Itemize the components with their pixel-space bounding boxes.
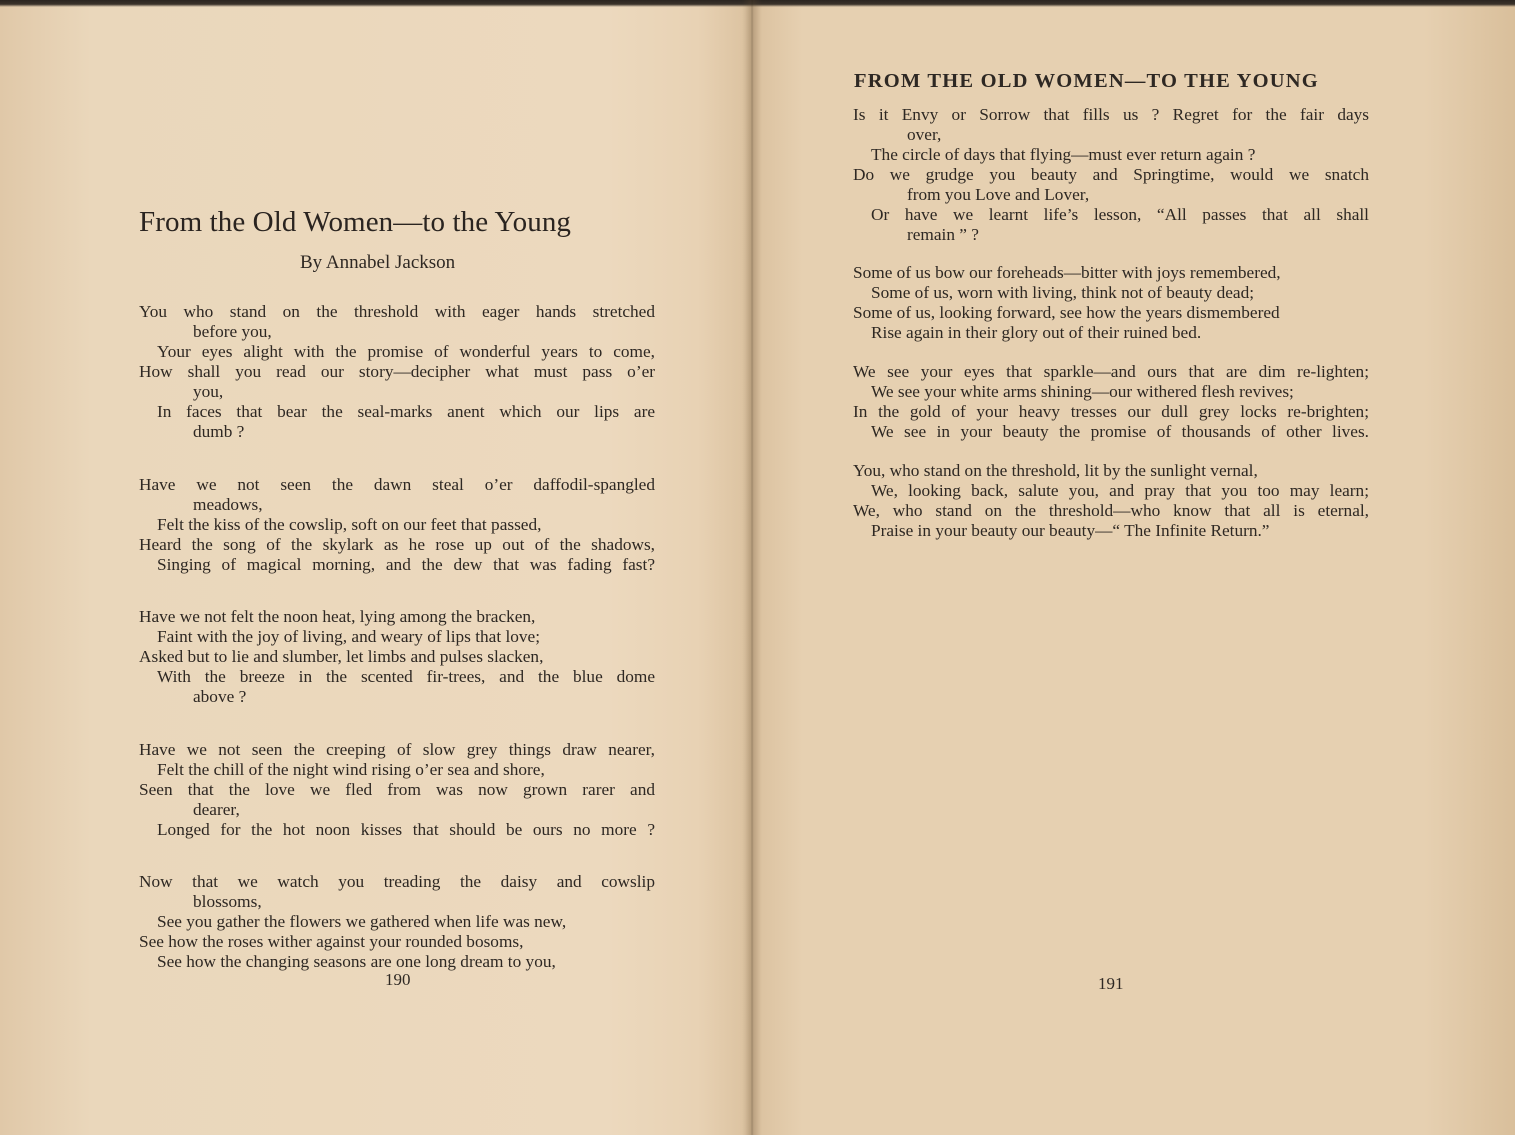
- poem-line: you,: [193, 382, 224, 401]
- poem-line: We, who stand on the threshold—who know that all is eternal,: [853, 501, 1369, 520]
- poem-line: Praise in your beauty our beauty—“ The Infinite Return.”: [871, 521, 1270, 540]
- poem-line: Have we not felt the noon heat, lying among the bracken,: [139, 607, 536, 626]
- poem-line: In the gold of your heavy tresses our dull grey locks re-brighten;: [853, 402, 1369, 421]
- poem-line: You, who stand on the threshold, lit by the sunlight vernal,: [853, 461, 1258, 480]
- poem-line: Have we not seen the dawn steal o’er daffodil-spangled: [139, 475, 655, 494]
- poem-line: Your eyes alight with the promise of wonderful years to come,: [157, 342, 655, 361]
- poem-line: above ?: [193, 687, 247, 706]
- poem-line: Felt the kiss of the cowslip, soft on our feet that passed,: [157, 515, 542, 534]
- poem-line: We see in your beauty the promise of thousands of other lives.: [871, 422, 1369, 441]
- poem-line: Faint with the joy of living, and weary of lips that love;: [157, 627, 541, 646]
- poem-line: blossoms,: [193, 892, 262, 911]
- poem-line: before you,: [193, 322, 272, 341]
- poem-line: We, looking back, salute you, and pray that you too may learn;: [871, 481, 1369, 500]
- poem-line: Asked but to lie and slumber, let limbs and pulses slacken,: [139, 647, 544, 666]
- poem-line: See how the roses wither against your rounded bosoms,: [139, 932, 524, 951]
- poem-title: From the Old Women—to the Young: [139, 206, 572, 238]
- poem-line: See how the changing seasons are one long dream to you,: [157, 952, 556, 971]
- poem-line: Now that we watch you treading the daisy and cowslip: [139, 872, 655, 891]
- poem-line: Or have we learnt life’s lesson, “All passes that all shall: [871, 205, 1369, 224]
- poem-author: By Annabel Jackson: [300, 252, 456, 273]
- poem-line: We see your white arms shining—our withered flesh revives;: [871, 382, 1294, 401]
- poem-line: dumb ?: [193, 422, 245, 441]
- poem-line: Have we not seen the creeping of slow grey things draw nearer,: [139, 740, 655, 759]
- poem-line: Seen that the love we fled from was now grown rarer and: [139, 780, 655, 799]
- poem-line: Singing of magical morning, and the dew that was fading fast?: [157, 555, 655, 574]
- poem-line: In faces that bear the seal-marks anent which our lips are: [157, 402, 655, 421]
- right-page: [752, 0, 1515, 1135]
- poem-line: from you Love and Lover,: [907, 185, 1090, 204]
- poem-line: Do we grudge you beauty and Springtime, would we snatch: [853, 165, 1369, 184]
- poem-line: remain ” ?: [907, 225, 979, 244]
- poem-line: Some of us, worn with living, think not of beauty dead;: [871, 283, 1255, 302]
- left-page: [0, 0, 750, 1135]
- poem-line: Heard the song of the skylark as he rose up out of the shadows,: [139, 535, 655, 554]
- running-head: FROM THE OLD WOMEN—TO THE YOUNG: [854, 70, 1319, 92]
- poem-line: We see your eyes that sparkle—and ours that are dim re-lighten;: [853, 362, 1369, 381]
- poem-line: Some of us, looking forward, see how the years dismembered: [853, 303, 1280, 322]
- poem-line: Rise again in their glory out of their ruined bed.: [871, 323, 1202, 342]
- poem-line: Some of us bow our foreheads—bitter with joys remembered,: [853, 263, 1281, 282]
- poem-line: The circle of days that flying—must ever return again ?: [871, 145, 1256, 164]
- poem-line: Felt the chill of the night wind rising o’er sea and shore,: [157, 760, 545, 779]
- poem-line: Longed for the hot noon kisses that should be ours no more ?: [157, 820, 655, 839]
- poem-line: over,: [907, 125, 942, 144]
- right-page-number: 191: [1098, 974, 1124, 993]
- poem-line: meadows,: [193, 495, 263, 514]
- poem-line: How shall you read our story—decipher what must pass o’er: [139, 362, 655, 381]
- poem-line: You who stand on the threshold with eager hands stretched: [139, 302, 655, 321]
- poem-line: See you gather the flowers we gathered when life was new,: [157, 912, 567, 931]
- left-page-number: 190: [385, 970, 411, 989]
- poem-line: Is it Envy or Sorrow that fills us ? Regret for the fair days: [853, 105, 1369, 124]
- poem-line: With the breeze in the scented fir-trees, and the blue dome: [157, 667, 655, 686]
- poem-line: dearer,: [193, 800, 240, 819]
